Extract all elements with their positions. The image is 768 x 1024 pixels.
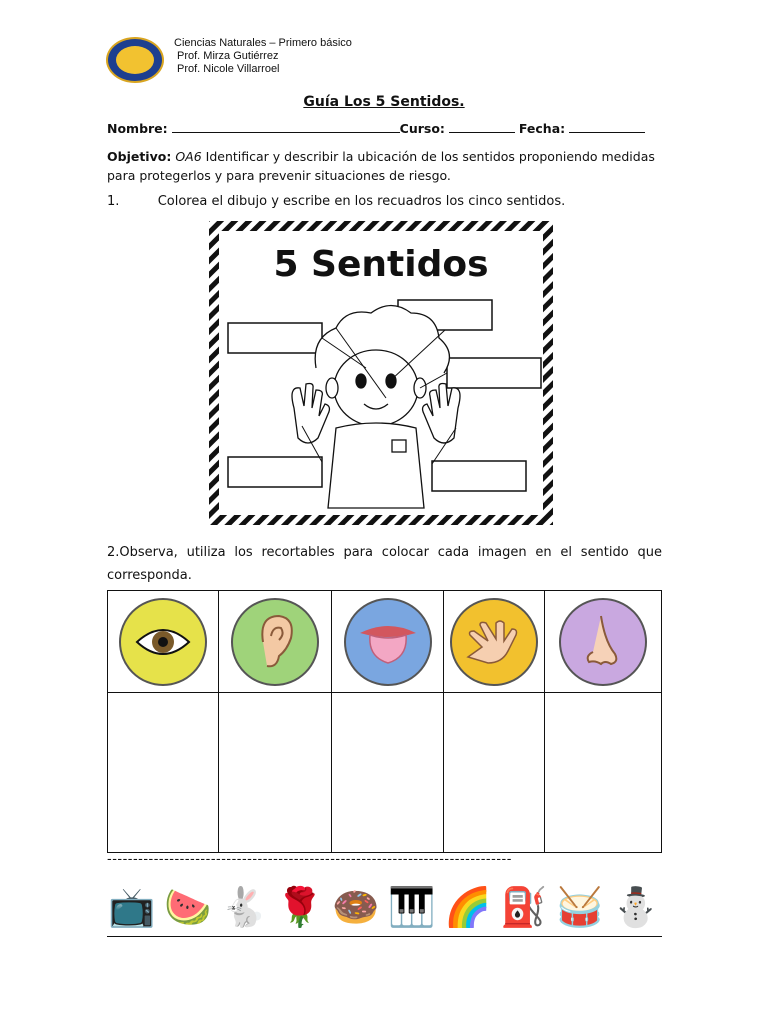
objective-code: OA6 [175,149,202,164]
sense-cell-ear [218,591,332,693]
snowman-icon[interactable]: ⛄ [612,885,660,929]
ear-icon [231,598,319,686]
cut-line: ------------------------------------------------------------------------------ [107,852,512,867]
question-2: 2.Observa, utiliza los recortables para colocar cada imagen en el sentido que corresponda. [107,545,662,583]
eye-icon [119,598,207,686]
header-teacher-1: Prof. Mirza Gutiérrez [177,50,279,62]
tv-icon[interactable]: 📺 [108,885,156,929]
rabbit-icon[interactable]: 🐇 [220,885,268,929]
sense-cell-tongue [332,591,444,693]
fuel-pump-icon[interactable]: ⛽ [500,885,548,929]
bottom-rule [107,936,662,937]
drum-icon[interactable]: 🥁 [556,885,604,929]
label-box-3[interactable] [447,358,541,388]
header-teacher-2: Prof. Nicole Villarroel [177,63,280,75]
curso-label: Curso: [399,121,445,136]
five-senses-picture [206,218,556,528]
drop-cell-nose[interactable] [545,693,662,853]
label-box-5[interactable] [432,461,526,491]
curso-field[interactable] [449,121,515,133]
header-subject: Ciencias Naturales – Primero básico [174,37,352,49]
nose-icon [559,598,647,686]
sense-cell-eye [108,591,219,693]
drop-cell-ear[interactable] [218,693,332,853]
objective-label: Objetivo: [107,149,172,164]
drop-cell-tongue[interactable] [332,693,444,853]
question-1-number: 1. [107,194,120,209]
senses-table [107,590,662,853]
question-1 [107,194,565,209]
donut-icon[interactable]: 🍩 [332,885,380,929]
tongue-icon [344,598,432,686]
page-title: Guía Los 5 Sentidos. [303,94,465,110]
drop-cell-hand[interactable] [444,693,545,853]
picture-title: 5 Sentidos [273,244,489,285]
watermelon-icon[interactable]: 🍉 [164,885,212,929]
label-box-1[interactable] [228,323,322,353]
fecha-field[interactable] [569,121,645,133]
rose-icon[interactable]: 🌹 [276,885,324,929]
label-box-4[interactable] [228,457,322,487]
rainbow-icon[interactable]: 🌈 [444,885,492,929]
drop-cell-eye[interactable] [108,693,219,853]
cutout-strip [108,882,660,932]
objective-text: Identificar y describir la ubicación de los sentidos proponiendo medidas para protegerlos y para prevenir situaciones de riesgo. [107,149,655,183]
fecha-label: Fecha: [518,121,566,136]
sense-cell-hand [444,591,545,693]
piano-icon[interactable]: 🎹 [388,885,436,929]
student-info-line [107,121,667,136]
hand-icon [450,598,538,686]
nombre-field[interactable] [172,121,400,133]
school-logo [106,37,164,83]
question-1-text: Colorea el dibujo y escribe en los recuadros los cinco sentidos. [157,194,566,209]
objective [107,147,662,185]
sense-cell-nose [545,591,662,693]
nombre-label: Nombre: [107,121,168,136]
